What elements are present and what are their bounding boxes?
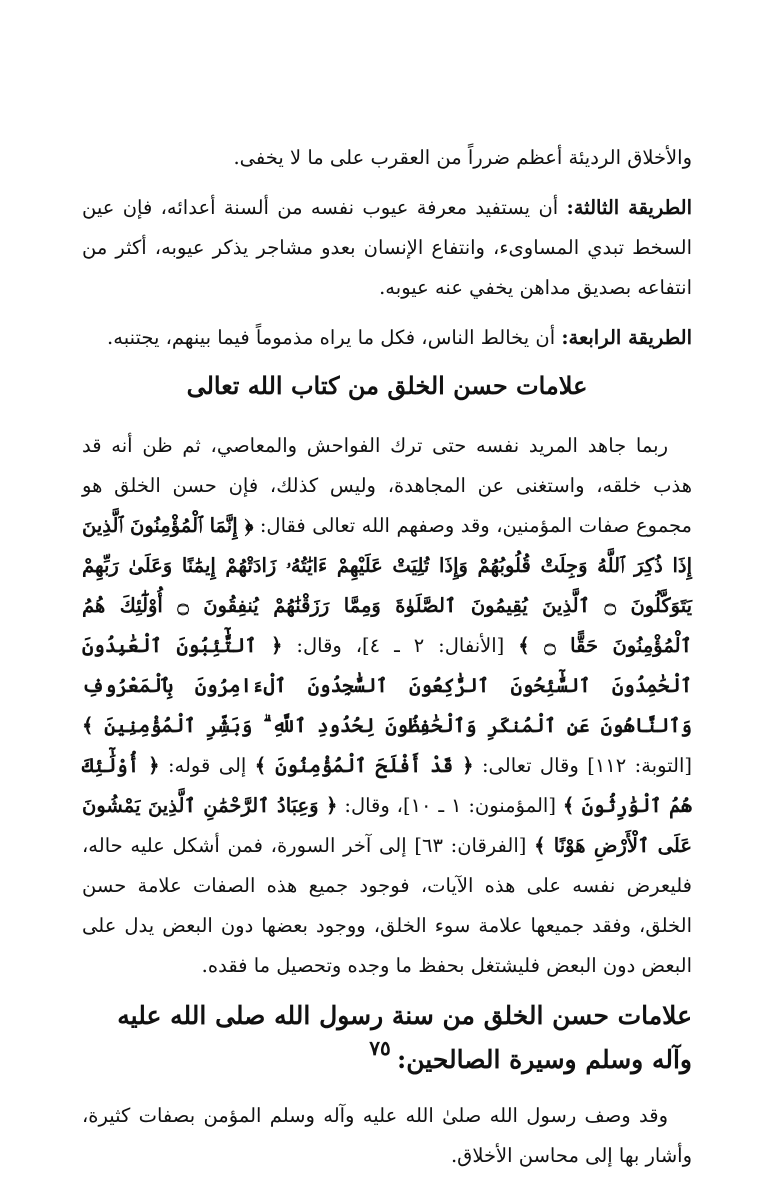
quran-verse: ﴿ أُوْلَٰٓئِكَ هُمُ ٱلْوَٰرِثُونَ ﴾ — [82, 754, 692, 817]
page-number: ٧٥ — [369, 1036, 391, 1060]
quran-verse: ﴿ إِنَّمَا ٱلْمُؤْمِنُونَ ٱلَّذِينَ إِذَا ذُكِرَ ٱللَّهُ وَجِلَتْ قُلُوبُهُمْ وَإِذَا تُلِيَتْ عَلَيْهِمْ ءَايَٰتُهُۥ زَادَتْهُمْ إِيمَٰنًا وَعَلَىٰ رَبِّهِمْ يَتَوَكَّلُونَ ۝ ٱلَّذِينَ يُقِيمُونَ ٱلصَّلَوٰةَ وَمِمَّا رَزَقْنَٰهُمْ يُنفِقُونَ ۝ أُوْلَٰٓئِكَ هُمُ ٱلْمُؤْمِنُونَ حَقًّا ۝ ﴾ — [82, 514, 693, 657]
third-method-text: أن يستفيد معرفة عيوب نفسه من ألسنة أعدائه، فإن عين السخط تبدي المساوىء، وانتفاع الإنسان بعدو مشاجر يذكر عيوبه، أكثر من انتفاعه بصديق مداهن يخفي عنه عيوبه. — [82, 196, 692, 299]
spacer — [82, 308, 692, 318]
quran-verse: ﴿ وَعِبَادُ ٱلرَّحْمَٰنِ ٱلَّذِينَ يَمْشُونَ عَلَى ٱلْأَرْضِ هَوْنًا ﴾ — [82, 794, 693, 857]
paragraph-sunnah: وقد وصف رسول الله صلىٰ الله عليه وآله وسلم المؤمن بصفات كثيرة، وأشار بها إلى محاسن الأخلاق. — [82, 1104, 692, 1167]
section-heading-sunnah: علامات حسن الخلق من سنة رسول الله صلى الله عليه وآله وسلم وسيرة الصالحين: — [117, 1001, 692, 1074]
fourth-method-text: أن يخالط الناس، فكل ما يراه مذموماً فيما بينهم، يجتنبه. — [107, 326, 562, 349]
section-heading-quran: علامات حسن الخلق من كتاب الله تعالى — [186, 371, 588, 400]
text-segment: إلى قوله: — [159, 754, 255, 777]
third-method-title: الطريقة الثالثة: — [566, 196, 692, 219]
paragraph-quran-signs — [82, 426, 692, 986]
text-segment: [الفرقان: ٦٣] إلى آخر السورة، فمن أشكل عليه حاله، فليعرض نفسه على هذه الآيات، فوجود جميع هذه الصفات علامة حسن الخلق، وفقد جميعها علامة سوء الخلق، ووجود بعضها دون البعض يدل على البعض دون البعض فليشتغل بحفظ ما وجده وتحصيل ما فقده. — [82, 834, 692, 977]
text-segment: ربما جاهد المريد نفسه حتى ترك الفواحش والمعاصي، ثم ظن أنه قد هذب خلقه، واستغنى عن المجاهدة، وليس كذلك، فإن حسن الخلق هو مجموع صفات المؤمنين، وقد وصفهم الله تعالى فقال: — [82, 434, 692, 537]
quran-verse: ﴿ ٱلتَّٰٓئِبُونَ ٱلْعَٰبِدُونَ ٱلْحَٰمِدُونَ ٱلسَّٰٓئِحُونَ ٱلرَّٰكِعُونَ ٱلسَّٰجِدُونَ ٱلْءَامِرُونَ بِٱلْمَعْرُوفِ وَٱلنَّاهُونَ عَنِ ٱلْمُنكَرِ وَٱلْحَٰفِظُونَ لِحُدُودِ ٱللَّهِ ۗ وَبَشِّرِ ٱلْمُؤْمِنِينَ ﴾ — [82, 634, 692, 737]
text-segment: [الأنفال: ٢ ـ ٤]، وقال: — [282, 634, 519, 657]
paragraph-intro: والأخلاق الرديئة أعظم ضرراً من العقرب على ما لا يخفى. — [233, 146, 692, 169]
paragraph-third-method — [82, 188, 692, 308]
quran-verse: ﴿ قَدْ أَفْلَحَ ٱلْمُؤْمِنُونَ ﴾ — [254, 754, 474, 777]
paragraph-fourth-method — [82, 318, 692, 358]
fourth-method-title: الطريقة الرابعة: — [561, 326, 692, 349]
text-segment: [المؤمنون: ١ ـ ١٠]، وقال: — [337, 794, 563, 817]
spacer — [82, 178, 692, 188]
text-segment: [التوبة: ١١٢] وقال تعالى: — [473, 754, 693, 777]
